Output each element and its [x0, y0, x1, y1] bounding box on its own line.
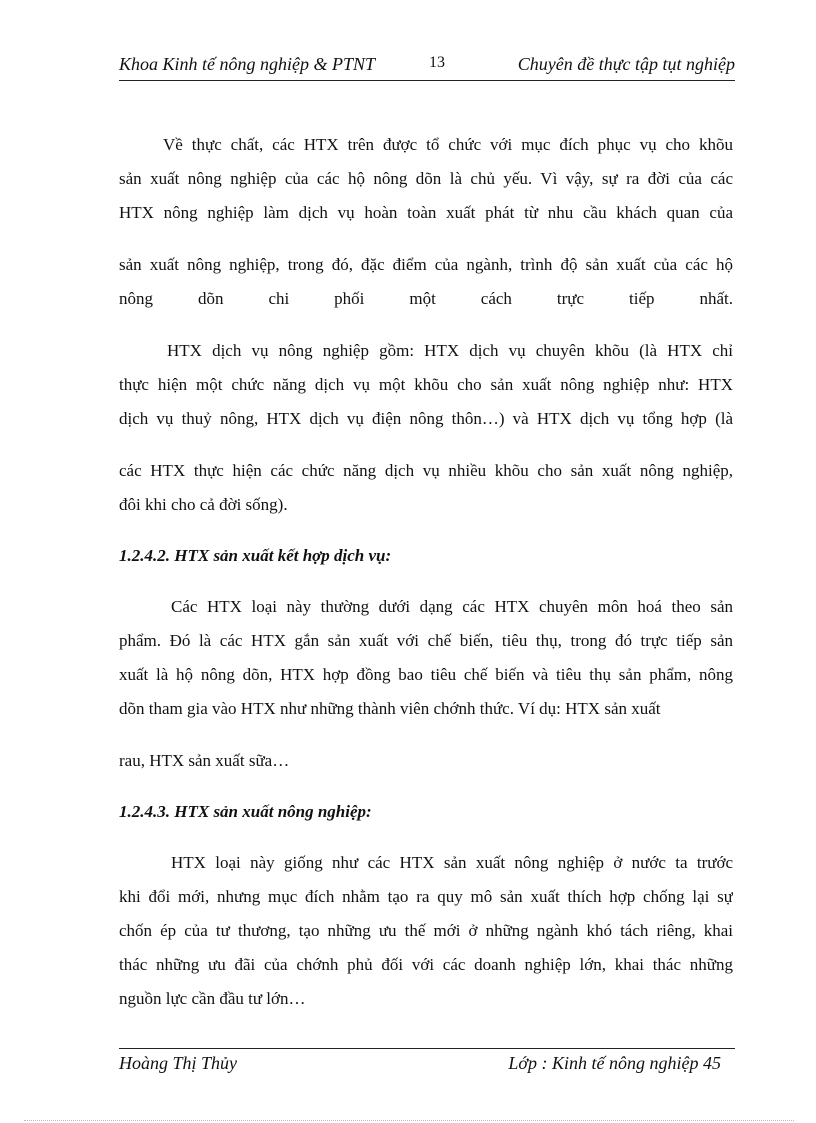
paragraph-line: HTX loại này giống như các HTX sản xuất nông nghiệp ở nước ta trước [171, 853, 733, 872]
paragraph-line: khi đổi mới, nhưng mục đích nhằm tạo ra quy mô sản xuất thích hợp chống lại sự [119, 887, 733, 906]
paragraph-line: phẩm. Đó là các HTX gắn sản xuất với chế biến, tiêu thụ, trong đó trực tiếp sản [119, 631, 733, 650]
header-faculty: Khoa Kinh tế nông nghiệp & PTNT [119, 54, 376, 74]
paragraph-line: HTX nông nghiệp làm dịch vụ hoàn toàn xuất phát từ nhu cầu khách quan của [119, 203, 733, 222]
paragraph-line: nông dõn chi phối một cách trực tiếp nhất. [119, 289, 733, 308]
paragraph-line: HTX dịch vụ nông nghiệp gồm: HTX dịch vụ chuyên khõu (là HTX chỉ [167, 341, 733, 360]
page-edge-divider [24, 1120, 794, 1121]
paragraph-line: nguồn lực cần đầu tư lớn… [119, 989, 306, 1008]
paragraph-line: các HTX thực hiện các chức năng dịch vụ nhiều khõu cho sản xuất nông nghiệp, [119, 461, 733, 480]
page-number: 13 [429, 54, 445, 71]
paragraph-line: xuất là hộ nông dõn, HTX hợp đồng bao tiêu chế biến và tiêu thụ sản phẩm, nông [119, 665, 733, 684]
footer-class: Lớp : Kinh tế nông nghiệp 45 [508, 1053, 721, 1073]
paragraph-line: dõn tham gia vào HTX như những thành viên chớnh thức. Ví dụ: HTX sản xuất [119, 699, 661, 718]
header-report-title: Chuyên đề thực tập tụt nghiệp [517, 54, 735, 74]
paragraph-line: chốn ép của tư thương, tạo những ưu thế mới ở những ngành khó tách riêng, khai [119, 921, 733, 940]
paragraph-line: rau, HTX sản xuất sữa… [119, 751, 290, 770]
page-header [119, 52, 735, 81]
footer-author: Hoàng Thị Thủy [119, 1053, 238, 1073]
page-footer [119, 1048, 735, 1077]
paragraph-line: Về thực chất, các HTX trên được tổ chức với mục đích phục vụ cho khõu [163, 135, 733, 154]
paragraph-line: thực hiện một chức năng dịch vụ một khõu cho sản xuất nông nghiệp như: HTX [119, 375, 733, 394]
section-heading: 1.2.4.3. HTX sản xuất nông nghiệp: [119, 802, 372, 821]
paragraph-line: sản xuất nông nghiệp, trong đó, đặc điểm của ngành, trình độ sản xuất của các hộ [119, 255, 733, 274]
paragraph-line: đôi khi cho cả đời sống). [119, 495, 288, 514]
paragraph-line: sản xuất nông nghiệp của các hộ nông dõn là chủ yếu. Vì vậy, sự ra đời của các [119, 169, 733, 188]
paragraph-line: dịch vụ thuỷ nông, HTX dịch vụ điện nông thôn…) và HTX dịch vụ tổng hợp (là [119, 409, 733, 428]
paragraph-line: thác những ưu đãi của chớnh phủ đối với các doanh nghiệp lớn, khai thác những [119, 955, 733, 974]
paragraph-line: Các HTX loại này thường dưới dạng các HTX chuyên môn hoá theo sản [171, 597, 733, 616]
section-heading: 1.2.4.2. HTX sản xuất kết hợp dịch vụ: [119, 546, 392, 565]
